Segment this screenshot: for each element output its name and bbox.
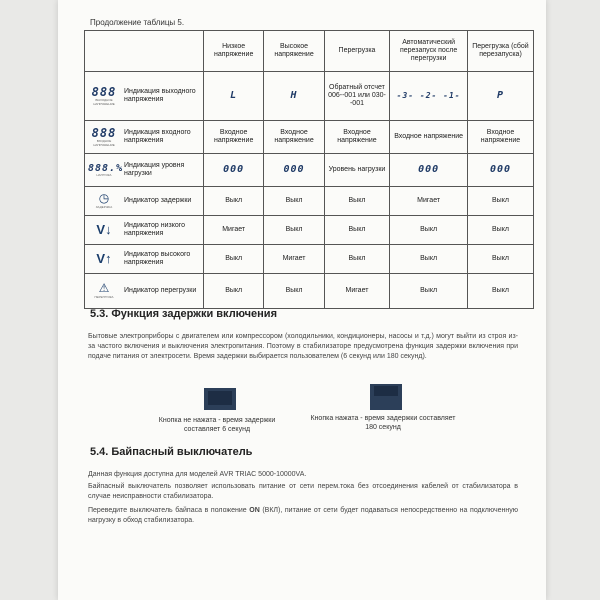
table-cell: Мигает	[203, 216, 263, 245]
table-cell: 000	[264, 154, 324, 187]
indicator-cell	[85, 245, 204, 274]
table-row	[85, 121, 534, 154]
table-cell: Выкл	[467, 187, 533, 216]
indicator-label: Индикатор задержки	[124, 196, 192, 204]
table-cell: Выкл	[390, 274, 468, 309]
table-row	[85, 274, 534, 309]
bypass-paragraph-3: Переведите выключатель байпаса в положение ON (ВКЛ), питание от сети будет подаваться непосредственно на подключенную нагрузку в обход стабилизатора.	[88, 507, 518, 525]
table-row	[85, 154, 534, 187]
bypass-paragraph-1: Данная функция доступна для моделей AVR TRIAC 5000-10000VA.	[88, 471, 307, 478]
table-cell: Выкл	[324, 187, 390, 216]
clock-icon: ◷ ЗАДЕРЖКА	[95, 191, 113, 210]
indicator-label: Индикация выходного напряжения	[124, 87, 196, 103]
table-cell: Выкл	[203, 245, 263, 274]
section-text-delay: Бытовые электроприборы с двигателем или компрессором (холодильники, кондиционеры, насосы и т.д.) могут выйти из строя из-за частого включения и выключения электропитания. Поэтому в стабилизаторе предусмотрена функция задержки включения при подаче питания от электросети. Время задержки выбирается пользователем (6 секунд или 180 секунд).	[88, 333, 518, 361]
section-title-delay: 5.3. Функция задержки включения	[90, 308, 277, 320]
load-level-display-icon: 888.% НАГРУЗКА	[88, 162, 124, 178]
table-cell: Выкл	[203, 274, 263, 309]
table-cell: Выкл	[324, 216, 390, 245]
header-cell: Автоматический перезапуск после перегрузки	[390, 31, 468, 72]
indicator-cell	[85, 121, 204, 154]
high-voltage-icon: V↑	[96, 250, 112, 266]
table-row	[85, 72, 534, 121]
table-cell: 000	[390, 154, 468, 187]
seven-segment-display-icon: 888 ВХОДНОЕ НАПРЯЖЕНИЕ	[91, 125, 117, 147]
table-cell: Уровень нагрузки	[324, 154, 390, 187]
header-cell: Перегрузка (сбой перезапуска)	[467, 31, 533, 72]
document-page	[58, 0, 546, 600]
table-cell: Выкл	[203, 187, 263, 216]
table-cell: P	[467, 72, 533, 121]
table-cell: Обратный отсчет 006--001 или 030--001	[324, 72, 390, 121]
table-cell: Выкл	[264, 274, 324, 309]
table-cell: Выкл	[467, 274, 533, 309]
button-caption-6s: Кнопка не нажата - время задержки составляет 6 секунд	[158, 417, 276, 434]
indicator-cell	[85, 216, 204, 245]
indicator-label: Индикатор перегрузки	[124, 286, 197, 294]
indicator-label: Индикатор высокого напряжения	[124, 250, 191, 266]
table-cell: Входное напряжение	[390, 121, 468, 154]
table-caption: Продолжение таблицы 5.	[90, 18, 185, 27]
table-cell: Выкл	[324, 245, 390, 274]
header-cell: Перегрузка	[324, 31, 390, 72]
header-cell: Высокое напряжение	[264, 31, 324, 72]
table-cell: Выкл	[390, 216, 468, 245]
indicator-cell	[85, 154, 204, 187]
bypass-paragraph-2: Байпасный выключатель позволяет использовать питание от сети перем.тока без отсоединения кабелей от стабилизатора в случае неисправности стабилизатора.	[88, 483, 518, 501]
table-cell: 000	[467, 154, 533, 187]
indicator-label: Индикация уровня нагрузки	[124, 161, 185, 177]
table-cell: H	[264, 72, 324, 121]
table-cell: Выкл	[264, 187, 324, 216]
table-cell: Входное напряжение	[467, 121, 533, 154]
table-cell: Мигает	[390, 187, 468, 216]
header-cell-empty	[85, 31, 204, 72]
table-header-row	[85, 31, 534, 72]
table-row	[85, 216, 534, 245]
low-voltage-icon: V↓	[96, 221, 112, 237]
table-cell: Выкл	[264, 216, 324, 245]
indicator-cell	[85, 187, 204, 216]
table-cell: Выкл	[467, 245, 533, 274]
table-cell: -3- -2- -1-	[390, 72, 468, 121]
table-cell: 000	[203, 154, 263, 187]
table-row	[85, 187, 534, 216]
table-cell: Мигает	[264, 245, 324, 274]
indicator-label: Индикация входного напряжения	[124, 128, 191, 144]
indicator-label: Индикатор низкого напряжения	[124, 221, 186, 237]
seven-segment-display-icon: 888 ВЫХОДНОЕ НАПРЯЖЕНИЕ	[91, 84, 117, 106]
table-cell: Выкл	[390, 245, 468, 274]
delay-button-pressed-icon	[370, 384, 402, 410]
button-caption-180s: Кнопка нажата - время задержки составляет 180 секунд	[310, 415, 456, 432]
indicator-cell	[85, 72, 204, 121]
table-cell: Мигает	[324, 274, 390, 309]
table-cell: Выкл	[467, 216, 533, 245]
section-title-bypass: 5.4. Байпасный выключатель	[90, 446, 253, 458]
table-cell: Входное напряжение	[324, 121, 390, 154]
header-cell: Низкое напряжение	[203, 31, 263, 72]
table-cell: Входное напряжение	[203, 121, 263, 154]
table-cell: Входное напряжение	[264, 121, 324, 154]
indicator-cell	[85, 274, 204, 309]
delay-button-unpressed-icon	[204, 388, 236, 410]
table-cell: L	[203, 72, 263, 121]
table-row	[85, 245, 534, 274]
indicator-table	[84, 30, 534, 309]
overload-icon: ⚠ ПЕРЕГРУЗКА	[94, 281, 114, 300]
